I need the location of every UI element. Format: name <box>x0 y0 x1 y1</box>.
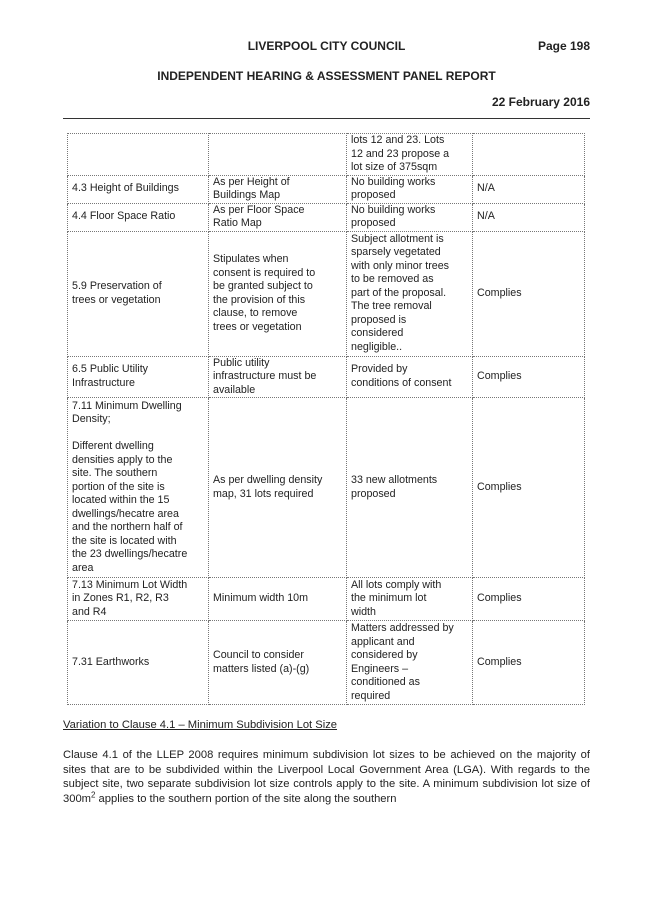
compliance-table <box>67 133 585 705</box>
variation-paragraph: Clause 4.1 of the LLEP 2008 requires minimum subdivision lot sizes to be achieved on the majority of sites that are to be subdivided within the Liverpool Local Government Area (LGA). With regards to the subject site, two separate subdivision lot size controls apply to the site. A minimum subdivision lot size of $300m^2$ applies to the southern portion of the site along the southern <box>63 749 590 805</box>
compliance-cell <box>473 134 585 176</box>
clause-cell: 7.13 Minimum Lot Width in Zones R1, R2, R3 and R4 <box>68 578 209 621</box>
requirement-cell: Minimum width 10m <box>209 578 347 621</box>
proposal-cell: All lots comply with the minimum lot width <box>347 578 473 621</box>
table-row <box>68 398 585 578</box>
superscript-2: 2 <box>91 789 96 799</box>
proposal-cell: lots 12 and 23. Lots 12 and 23 propose a lot size of 375sqm <box>347 134 473 176</box>
requirement-cell <box>209 134 347 176</box>
clause-cell: 7.31 Earthworks <box>68 621 209 705</box>
table-row <box>68 134 585 176</box>
compliance-cell: Complies <box>473 356 585 398</box>
clause-cell: 6.5 Public Utility Infrastructure <box>68 356 209 398</box>
requirement-cell: Stipulates when consent is required to be granted subject to the provision of this clause, to remove trees or vegetation <box>209 231 347 356</box>
requirement-cell: As per dwelling density map, 31 lots required <box>209 398 347 578</box>
table-row <box>68 356 585 398</box>
requirement-cell: Council to consider matters listed (a)-(g) <box>209 621 347 705</box>
compliance-cell: Complies <box>473 578 585 621</box>
clause-cell: 5.9 Preservation of trees or vegetation <box>68 231 209 356</box>
proposal-cell: Subject allotment is sparsely vegetated with only minor trees to be removed as part of the proposal. The tree removal proposed is considered negligible.. <box>347 231 473 356</box>
header-divider <box>63 118 590 119</box>
proposal-cell: 33 new allotments proposed <box>347 398 473 578</box>
compliance-cell: Complies <box>473 398 585 578</box>
table-row <box>68 231 585 356</box>
table-row <box>68 621 585 705</box>
report-date: 22 February 2016 <box>491 95 590 109</box>
report-title: INDEPENDENT HEARING & ASSESSMENT PANEL REPORT <box>157 69 496 83</box>
compliance-cell: Complies <box>473 621 585 705</box>
requirement-cell: As per Floor Space Ratio Map <box>209 203 347 231</box>
clause-cell <box>68 134 209 176</box>
clause-cell: 7.11 Minimum Dwelling Density; Different dwelling densities apply to the site. The southern portion of the site is located within the 15 dwellings/hecatre area and the northern half of the site is located with the 23 dwellings/hecatre area <box>68 398 209 578</box>
compliance-cell: N/A <box>473 203 585 231</box>
clause-cell: 4.3 Height of Buildings <box>68 175 209 203</box>
proposal-cell: Provided by conditions of consent <box>347 356 473 398</box>
table-row <box>68 175 585 203</box>
clause-cell: 4.4 Floor Space Ratio <box>68 203 209 231</box>
proposal-cell: No building works proposed <box>347 203 473 231</box>
requirement-cell: Public utility infrastructure must be available <box>209 356 347 398</box>
council-name: LIVERPOOL CITY COUNCIL <box>247 39 406 53</box>
table-row <box>68 203 585 231</box>
proposal-cell: Matters addressed by applicant and considered by Engineers – conditioned as required <box>347 621 473 705</box>
compliance-cell: N/A <box>473 175 585 203</box>
page-header <box>63 39 590 55</box>
variation-heading: Variation to Clause 4.1 – Minimum Subdivision Lot Size <box>63 719 338 731</box>
proposal-cell: No building works proposed <box>347 175 473 203</box>
compliance-cell: Complies <box>473 231 585 356</box>
table-row <box>68 578 585 621</box>
page-number: Page 198 <box>537 39 590 53</box>
requirement-cell: As per Height of Buildings Map <box>209 175 347 203</box>
